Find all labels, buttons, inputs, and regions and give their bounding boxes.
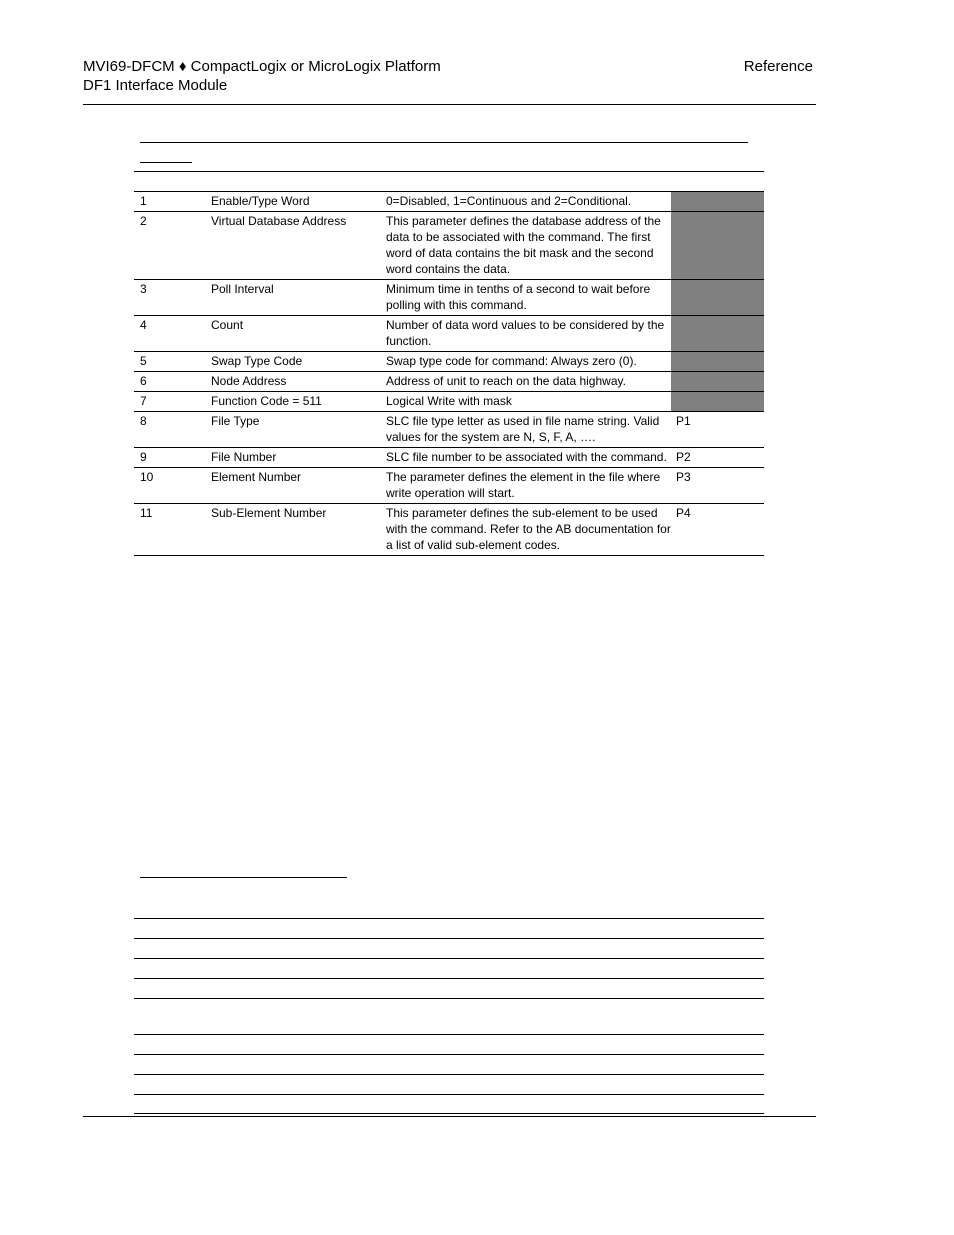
row-name: Swap Type Code [211,354,303,368]
shaded-cell [671,392,764,411]
second-table-rule [134,1094,764,1095]
row-description-line: This parameter defines the sub-element to be used [386,506,658,520]
row-number: 2 [140,214,147,228]
header-title-line2: DF1 Interface Module [83,77,228,94]
second-table-rule [134,1113,764,1114]
row-description-line: Swap type code for command: Always zero (0). [386,354,637,368]
row-name: File Number [211,450,277,464]
table-row-rule [134,391,764,392]
row-description-line: 0=Disabled, 1=Continuous and 2=Conditional. [386,194,632,208]
table-row-rule [134,467,764,468]
second-table-rule [134,1074,764,1075]
shaded-cell [671,316,764,351]
row-number: 1 [140,194,147,208]
table-row-rule [134,351,764,352]
table-row-rule [134,279,764,280]
row-description-line: function. [386,334,432,348]
row-parameter: P1 [676,414,691,428]
row-description-line: with the command. Refer to the AB documentation for [386,522,671,536]
table-row-rule [134,211,764,212]
second-table-rule [134,978,764,979]
table-row-rule [134,191,764,192]
row-description-line: word contains the data. [386,262,511,276]
row-name: Node Address [211,374,287,388]
table-row-rule [134,555,764,556]
header-title-line1: MVI69-DFCM ♦ CompactLogix or MicroLogix Platform [83,58,441,75]
row-number: 6 [140,374,147,388]
second-table-rule [134,998,764,999]
row-description-line: a list of valid sub-element codes. [386,538,561,552]
row-description-line: Minimum time in tenths of a second to wait before [386,282,651,296]
row-number: 3 [140,282,147,296]
second-table-rule [134,1034,764,1035]
shaded-cell [671,280,764,315]
row-name: Sub-Element Number [211,506,327,520]
table-row-rule [134,503,764,504]
footer-rule [83,1116,816,1117]
row-number: 9 [140,450,147,464]
shaded-cell [671,372,764,391]
table-row-rule [134,371,764,372]
second-table-rule [134,958,764,959]
row-number: 10 [140,470,154,484]
row-description-line: data to be associated with the command. The first [386,230,651,244]
row-number: 11 [140,506,153,520]
table-row-rule [134,447,764,448]
row-description-line: SLC file type letter as used in file name string. Valid [386,414,660,428]
row-name: Poll Interval [211,282,274,296]
table-caption-short-rule [140,162,192,163]
row-number: 5 [140,354,147,368]
second-table-caption-rule [140,877,347,878]
row-parameter: P2 [676,450,691,464]
row-parameter: P3 [676,470,691,484]
second-table-rule [134,938,764,939]
row-name: Virtual Database Address [211,214,347,228]
row-number: 4 [140,318,147,332]
table-header-rule [134,171,764,172]
shaded-cell [671,212,764,279]
row-description-line: Logical Write with mask [386,394,512,408]
second-table-rule [134,1054,764,1055]
row-number: 8 [140,414,147,428]
row-description-line: write operation will start. [386,486,515,500]
shaded-cell [671,352,764,371]
row-description-line: SLC file number to be associated with the command. [386,450,667,464]
header-rule [83,104,816,105]
table-caption-rule [140,142,748,143]
row-description-line: word of data contains the bit mask and the second [386,246,654,260]
row-name: Element Number [211,470,302,484]
row-description-line: Number of data word values to be considered by the [386,318,665,332]
row-description-line: The parameter defines the element in the file where [386,470,661,484]
row-name: File Type [211,414,260,428]
row-parameter: P4 [676,506,691,520]
second-table-rule [134,918,764,919]
row-description-line: This parameter defines the database address of the [386,214,661,228]
shaded-cell [671,192,764,211]
row-name: Count [211,318,244,332]
row-description-line: polling with this command. [386,298,527,312]
row-description-line: Address of unit to reach on the data highway. [386,374,626,388]
row-description-line: values for the system are N, S, F, A, …. [386,430,596,444]
header-section: Reference [743,58,813,75]
row-name: Enable/Type Word [211,194,310,208]
row-number: 7 [140,394,147,408]
table-row-rule [134,411,764,412]
row-name: Function Code = 511 [211,394,322,408]
table-row-rule [134,315,764,316]
